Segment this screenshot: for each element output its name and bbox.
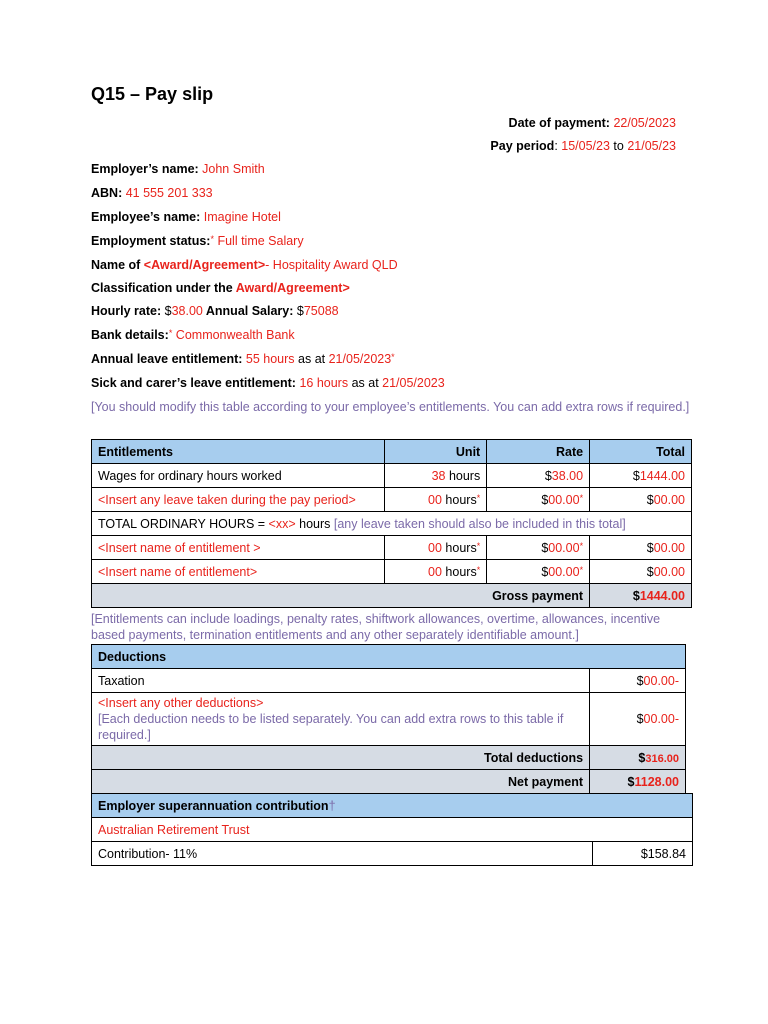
- taxation-value: 00.00-: [643, 673, 679, 688]
- annual-leave-label: Annual leave entitlement:: [91, 352, 246, 366]
- as-at-text: as at: [348, 376, 383, 390]
- entitlement-rate: [487, 536, 590, 560]
- sick-leave-date: 21/05/2023: [382, 376, 445, 390]
- pay-period-colon: :: [554, 139, 562, 153]
- total-ordinary-hours-placeholder: <xx>: [268, 516, 296, 531]
- taxation-amount: [590, 669, 686, 693]
- classification-tag: Award/Agreement>: [235, 281, 350, 295]
- entitlements-instruction-note: [You should modify this table according to your employee’s entitlements. You can add extra rows if required.]: [91, 400, 690, 414]
- rate-value: 38.00: [551, 468, 584, 483]
- employer-name-label: Employer’s name:: [91, 162, 203, 176]
- table-row: [92, 512, 692, 536]
- annual-leave-value: 55 hours: [245, 352, 295, 366]
- hourly-rate-value: 38.00: [171, 304, 203, 318]
- entitlement-total: [590, 464, 692, 488]
- unit-number: 00: [428, 540, 442, 555]
- entitlement-name: Wages for ordinary hours worked: [92, 464, 385, 488]
- dollar-sign: $: [638, 750, 646, 765]
- entitlement-total: [590, 488, 692, 512]
- asterisk-mark: *: [476, 540, 481, 551]
- date-of-payment-label: Date of payment:: [508, 116, 614, 130]
- column-header: Unit: [385, 440, 487, 464]
- pay-period-label: Pay period: [490, 139, 555, 153]
- asterisk-mark: *: [579, 492, 584, 503]
- dollar-sign: $: [646, 564, 654, 579]
- dollar-sign: $: [646, 540, 654, 555]
- total-deductions-row: [92, 746, 686, 770]
- dollar-sign: $: [541, 564, 549, 579]
- asterisk-mark: *: [579, 540, 584, 551]
- entitlement-total: [590, 536, 692, 560]
- unit-word: hours: [441, 492, 477, 507]
- employer-name-value: John Smith: [202, 162, 265, 176]
- deductions-header: Deductions: [92, 645, 686, 669]
- entitlement-unit: [385, 560, 487, 584]
- entitlement-rate: [487, 560, 590, 584]
- sick-leave: [91, 376, 445, 390]
- classification: [91, 281, 350, 295]
- employment-status-value: Full time Salary: [213, 234, 304, 248]
- other-deductions-value: 00.00-: [643, 712, 679, 726]
- dollar-sign: $: [646, 492, 654, 507]
- annual-leave-date: 21/05/2023: [328, 352, 392, 366]
- superannuation-header-label: Employer superannuation contribution: [98, 798, 329, 813]
- table-row: [92, 464, 692, 488]
- dagger-mark: †: [328, 798, 336, 813]
- table-row: [92, 488, 692, 512]
- table-row: [92, 693, 686, 746]
- column-header: Entitlements: [92, 440, 385, 464]
- unit-word: hours: [441, 540, 477, 555]
- entitlement-name: <Insert any leave taken during the pay period>: [92, 488, 385, 512]
- date-of-payment: [509, 116, 676, 130]
- dollar-sign: $: [627, 774, 635, 789]
- employee-name: [91, 210, 281, 224]
- pay-period-to: 21/05/23: [627, 139, 676, 153]
- deductions-table: [91, 644, 686, 794]
- asterisk-mark: *: [391, 352, 395, 362]
- as-at-text: as at: [294, 352, 329, 366]
- net-payment-row: [92, 770, 686, 794]
- abn-value: 41 555 201 333: [125, 186, 213, 200]
- annual-leave: [91, 352, 395, 366]
- other-deductions: [92, 693, 590, 746]
- pay-period-to-word: to: [609, 139, 628, 153]
- asterisk-mark: *: [476, 492, 481, 503]
- sick-leave-value: 16 hours: [299, 376, 349, 390]
- employee-name-label: Employee’s name:: [91, 210, 204, 224]
- dollar-sign: $: [296, 304, 304, 318]
- total-ordinary-hours-note: [any leave taken should also be included in this total]: [333, 516, 626, 531]
- pay-period-from: 15/05/23: [561, 139, 610, 153]
- entitlement-unit: [385, 536, 487, 560]
- unit-number: 00: [428, 564, 442, 579]
- net-payment-label: Net payment: [92, 770, 590, 794]
- dollar-sign: $: [632, 468, 640, 483]
- table-header-row: [92, 794, 693, 818]
- other-deductions-label: <Insert any other deductions>: [98, 696, 264, 710]
- rate-value: 00.00: [548, 492, 580, 507]
- net-payment-amount: [590, 770, 686, 794]
- unit-number: 38: [431, 468, 446, 483]
- table-row: [92, 842, 693, 866]
- asterisk-mark: *: [210, 234, 214, 244]
- superannuation-header: [92, 794, 693, 818]
- total-ordinary-hours: [92, 512, 692, 536]
- other-deductions-note: [Each deduction needs to be listed separately. You can add extra rows to this table if required.]: [98, 712, 564, 742]
- column-header: Rate: [487, 440, 590, 464]
- classification-label: Classification under the: [91, 281, 236, 295]
- asterisk-mark: *: [579, 564, 584, 575]
- unit-word: hours: [445, 468, 481, 483]
- total-deductions-label: Total deductions: [92, 746, 590, 770]
- entitlement-name: <Insert name of entitlement >: [92, 536, 385, 560]
- employer-name: [91, 162, 265, 176]
- contribution-value: $158.84: [593, 842, 693, 866]
- hourly-rate-label: Hourly rate:: [91, 304, 165, 318]
- table-row: [92, 669, 686, 693]
- date-of-payment-value: 22/05/2023: [613, 116, 676, 130]
- dollar-sign: $: [632, 588, 640, 603]
- unit-word: hours: [441, 564, 477, 579]
- table-header-row: [92, 440, 692, 464]
- table-row: [92, 560, 692, 584]
- taxation-label: Taxation: [92, 669, 590, 693]
- contribution-label: Contribution- 11%: [92, 842, 593, 866]
- total-value: 1444.00: [639, 468, 685, 483]
- total-deductions-value: 316.00: [645, 752, 679, 765]
- column-header: Total: [590, 440, 692, 464]
- dollar-sign: $: [544, 468, 552, 483]
- rate-value: 00.00: [548, 564, 580, 579]
- gross-payment-value: 1444.00: [639, 588, 685, 603]
- entitlement-rate: [487, 464, 590, 488]
- entitlement-total: [590, 560, 692, 584]
- abn: [91, 186, 213, 200]
- dollar-sign: $: [541, 492, 549, 507]
- rate-value: 00.00: [548, 540, 580, 555]
- bank-details: [91, 328, 295, 342]
- superannuation-table: [91, 793, 693, 866]
- employment-status: [91, 234, 304, 248]
- gross-payment-row: [92, 584, 692, 608]
- other-deductions-amount: [590, 693, 686, 746]
- dollar-sign: $: [541, 540, 549, 555]
- award-name: [91, 258, 398, 272]
- entitlement-name: <Insert name of entitlement>: [92, 560, 385, 584]
- entitlements-note: [Entitlements can include loadings, penalty rates, shiftwork allowances, overtime, allowances, incentive based payments, termination entitlements and any other separately identifiable amount.]: [91, 612, 661, 642]
- annual-salary-value: 75088: [303, 304, 339, 318]
- hours-word: hours: [295, 516, 334, 531]
- super-fund-name: Australian Retirement Trust: [92, 818, 693, 842]
- total-value: 00.00: [653, 540, 685, 555]
- net-payment-value: 1128.00: [634, 774, 679, 789]
- dollar-sign: $: [636, 712, 644, 726]
- total-value: 00.00: [653, 564, 685, 579]
- abn-label: ABN:: [91, 186, 126, 200]
- entitlements-table: [91, 439, 692, 608]
- table-row: [92, 536, 692, 560]
- award-tag: <Award/Agreement>: [143, 258, 266, 272]
- dollar-sign: $: [164, 304, 172, 318]
- gross-payment-label: Gross payment: [92, 584, 590, 608]
- dollar-sign: $: [636, 673, 644, 688]
- bank-details-label: Bank details:: [91, 328, 169, 342]
- pay-period: [490, 139, 676, 153]
- bank-details-value: Commonwealth Bank: [172, 328, 295, 342]
- table-row: [92, 818, 693, 842]
- asterisk-mark: *: [476, 564, 481, 575]
- gross-payment-total: [590, 584, 692, 608]
- total-ordinary-hours-label: TOTAL ORDINARY HOURS =: [98, 516, 269, 531]
- page-title: Q15 – Pay slip: [91, 84, 214, 104]
- table-header-row: [92, 645, 686, 669]
- unit-number: 00: [428, 492, 442, 507]
- total-value: 00.00: [653, 492, 685, 507]
- entitlement-rate: [487, 488, 590, 512]
- award-value: Hospitality Award QLD: [272, 258, 398, 272]
- entitlement-unit: [385, 488, 487, 512]
- rates: [91, 304, 339, 318]
- employment-status-label: Employment status:: [91, 234, 211, 248]
- sick-leave-label: Sick and carer’s leave entitlement:: [91, 376, 300, 390]
- award-dash: -: [265, 258, 273, 272]
- total-deductions-amount: [590, 746, 686, 770]
- employee-name-value: Imagine Hotel: [203, 210, 281, 224]
- annual-salary-label: Annual Salary:: [202, 304, 297, 318]
- award-label: Name of: [91, 258, 144, 272]
- asterisk-mark: *: [168, 328, 173, 338]
- entitlement-unit: [385, 464, 487, 488]
